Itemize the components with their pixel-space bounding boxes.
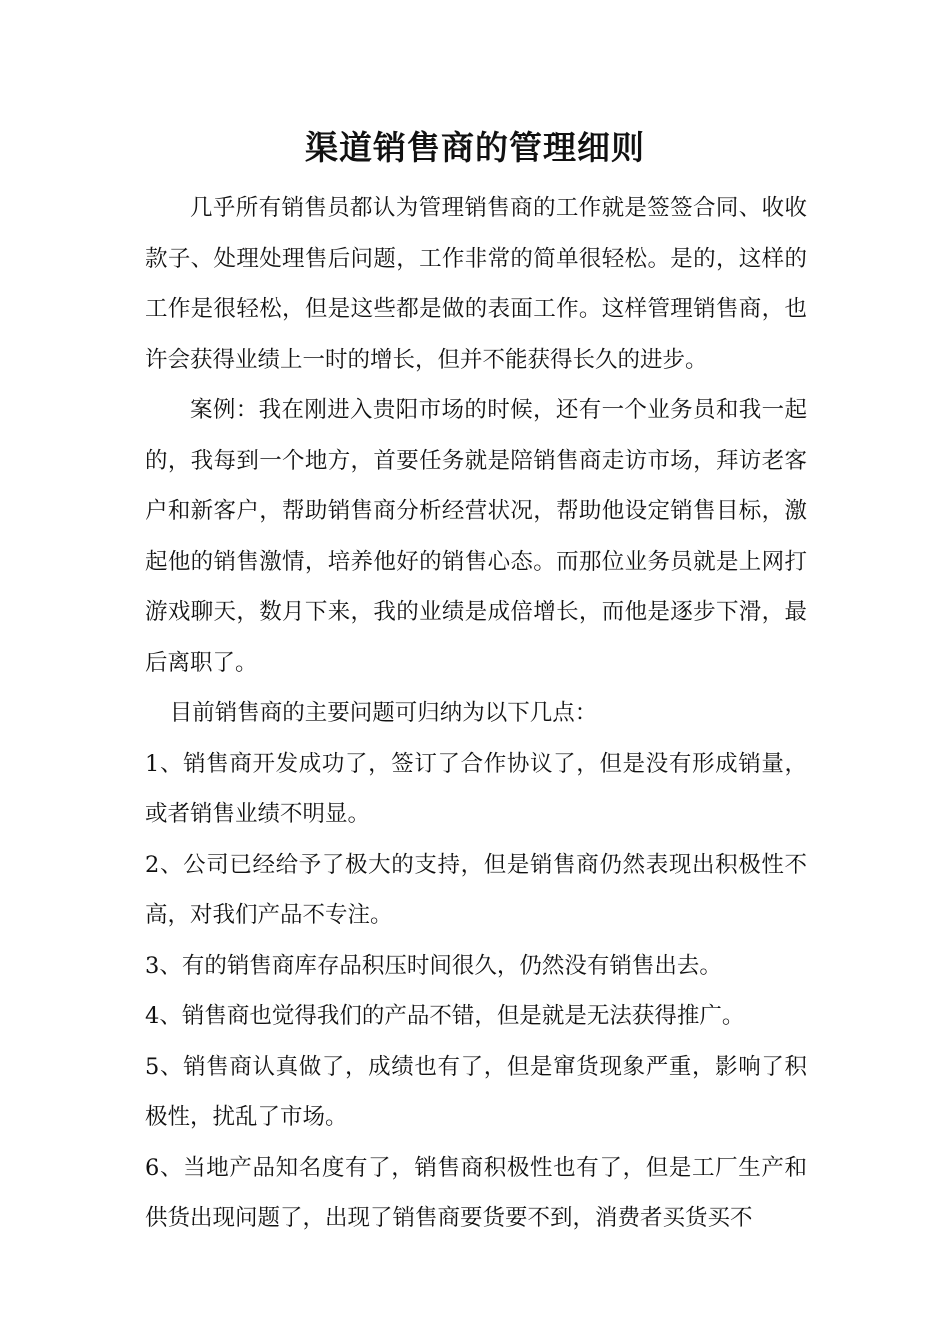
paragraph-intro: 几乎所有销售员都认为管理销售商的工作就是签签合同、收收款子、处理处理售后问题，工作非常的简单很轻松。是的，这样的工作是很轻松，但是这些都是做的表面工作。这样管理销售商，也许会获得业绩上一时的增长，但并不能获得长久的进步。	[145, 195, 807, 373]
paragraph-problems-intro: 目前销售商的主要问题可归纳为以下几点：	[169, 700, 598, 726]
list-item: 4、销售商也觉得我们的产品不错，但是就是无法获得推广。	[145, 1003, 745, 1029]
document-body	[145, 183, 807, 1244]
list-item: 5、销售商认真做了，成绩也有了，但是窜货现象严重，影响了积极性，扰乱了市场。	[145, 1053, 807, 1130]
paragraph-case: 案例：我在刚进入贵阳市场的时候，还有一个业务员和我一起的，我每到一个地方，首要任务就是陪销售商走访市场，拜访老客户和新客户，帮助销售商分析经营状况，帮助他设定销售目标，激起他的销售激情，培养他好的销售心态。而那位业务员就是上网打游戏聊天，数月下来，我的业绩是成倍增长，而他是逐步下滑，最后离职了。	[145, 397, 807, 676]
list-item: 3、有的销售商库存品积压时间很久，仍然没有销售出去。	[145, 952, 722, 979]
list-item: 6、当地产品知名度有了，销售商积极性也有了，但是工厂生产和供货出现问题了，出现了销售商要货要不到，消费者买货买不	[145, 1154, 807, 1231]
list-item: 1、销售商开发成功了，签订了合作协议了，但是没有形成销量，或者销售业绩不明显。	[145, 750, 807, 827]
document-title: 渠道销售商的管理细则	[305, 128, 645, 168]
list-item: 2、公司已经给予了极大的支持，但是销售商仍然表现出积极性不高，对我们产品不专注。	[145, 851, 807, 928]
